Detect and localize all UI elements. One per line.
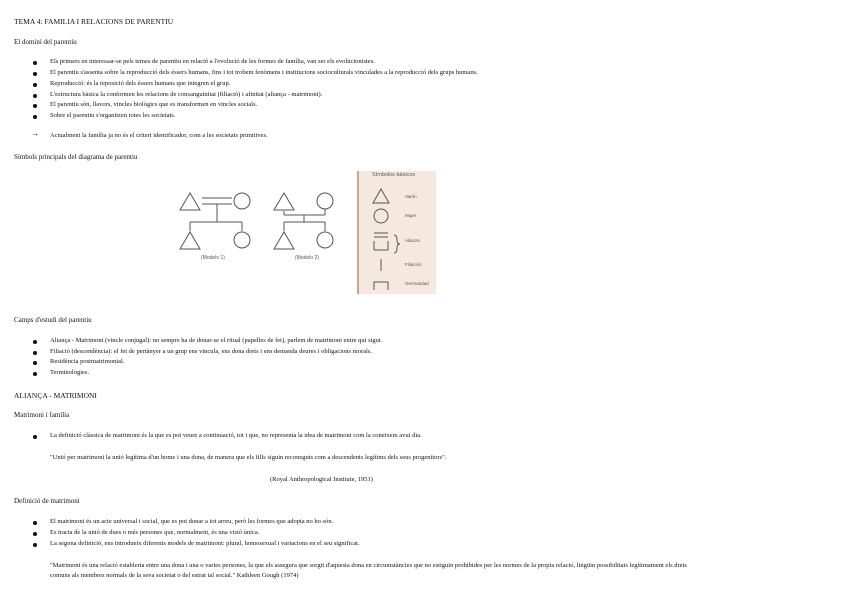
model-2-label: (Modelo 2) [295,255,319,261]
quote-citation: (Royal Anthropological Institute, 1951) [270,476,373,483]
male-symbol [180,232,200,249]
list-item: Sobre el parentiu s'organitzen totes les societats. [50,112,176,119]
list-item: Es tracta de la unió de dues o més persones que, normalment, és una visió única. [50,529,260,536]
male-symbol [274,232,294,249]
quote-gough-line1: "Matrimoni és una relació establerta entre una dona i una o varies persones, la que els assegura que sorgit d'aquesta dona en circumstàncies que no estiguin prohibides per les normes de la propia relació, lingüin possibilitats legítimament els drets [50,562,687,569]
bullet-dot [33,543,37,547]
list-item: Els primers en interessar-se pels temes de parentiu en relació a l'evolució de les formes de família, van ser els evolucionistes. [50,58,375,65]
bullet-dot [33,94,37,98]
list-item: El matrimoni és un acte universal i social, que es pot donar a tot arreu, però les formes que adopta no ho són. [50,518,334,525]
legend-alliance: Alianza [405,238,420,243]
bullet-dot [33,61,37,65]
list-item: Terminologies. [50,369,90,376]
sibling-symbol [374,282,388,290]
male-symbol [180,193,200,210]
list-item: Filiació (descendència): el fet de pertànyer a un grup ens vincula, ens dona drets i ens demanda deures i obligacions morals. [50,348,373,355]
female-symbol [374,209,388,223]
female-symbol [234,232,250,248]
female-symbol [317,232,333,248]
legend-symbols [357,171,434,294]
list-item: Reproducció: és la reposició dels éssers humans que integren el grup. [50,80,231,87]
bullet-dot [33,351,37,355]
bullet-dot [33,72,37,76]
list-item: La segona definició, ens introdueix diferents models de matrimoni: plural, homosexual i variacions en el seu significat. [50,540,360,547]
male-symbol [274,193,294,210]
section-heading-symbols: Símbols principals del diagrama de parentiu [14,153,138,161]
female-symbol [234,193,250,209]
bullet-dot [33,521,37,525]
arrow-note: Actualment la família ja no és el criteri identificador, com a les societats primitives. [50,132,268,139]
quote-classic: "Unió per matrimoni la unió legítima d'un home i una dona, de manera que els fills siguin reconeguts com a descendents legítims dels seus progenitors". [50,454,447,461]
bullet-dot [33,532,37,536]
male-symbol [373,189,389,203]
list-item: El parentiu s'assenta sobre la reproducció dels éssers humans, fins i tot trobem fenòmens i institucions socioculturals vinculades a la reproducció dels grups humans. [50,69,478,76]
bullet-dot [33,104,37,108]
bullet-dot [33,83,37,87]
subheading-marriage-family: Matrimoni i família [14,411,70,419]
model-1-label: (Modelo 1) [201,255,225,261]
bullet-dot [33,361,37,365]
list-item: Residència postmatrimonial. [50,358,125,365]
list-item: El parentiu són, llavors, vincles biològics que es transformen en vincles socials. [50,101,258,108]
legend-filiation: Filiación [405,262,422,267]
page-title: TEMA 4: FAMILIA I RELACIONS DE PARENTIU [14,17,174,26]
section-heading-domain: El domini del parentiu [14,38,77,46]
arrow-icon: → [31,129,39,138]
list-item: L'estructura bàsica la conformen les relacions de consanguinitat (filiació) i afinitat (aliança - matrimoni). [50,91,323,98]
legend-female: Mujer [405,213,417,218]
legend-sibling: Germandad [405,281,429,286]
quote-gough-line2: comuns als membres normals de la seva societat o del estrat tal social." Kathleen Gough (1974) [50,572,299,579]
list-item: Aliança - Matrimoni (vincle conjugal): no sempre ha de donar-se el ritual (papelles de fet), parlem de matrimoni entre qui sigui. [50,337,383,344]
bullet-dot [33,372,37,376]
female-symbol [317,193,333,209]
bullet-dot [33,115,37,119]
subheading-definition: Definició de matrimoni [14,497,80,505]
bullet-dot [33,435,37,439]
list-item: La definició clàssica de matrimoni és la que es pot veure a continuació, tot i que, no representa la idea de matrimoni com la coneixem avui dia. [50,432,422,439]
legend-title: Símbolos básicos [372,172,416,178]
section-heading-fields: Camps d'estudi del parentiu [14,316,92,324]
bullet-dot [33,340,37,344]
legend-male: Varón [405,194,417,199]
section-heading-alliance: ALIANÇA - MATRIMONI [14,391,97,400]
brace-icon [394,235,400,253]
